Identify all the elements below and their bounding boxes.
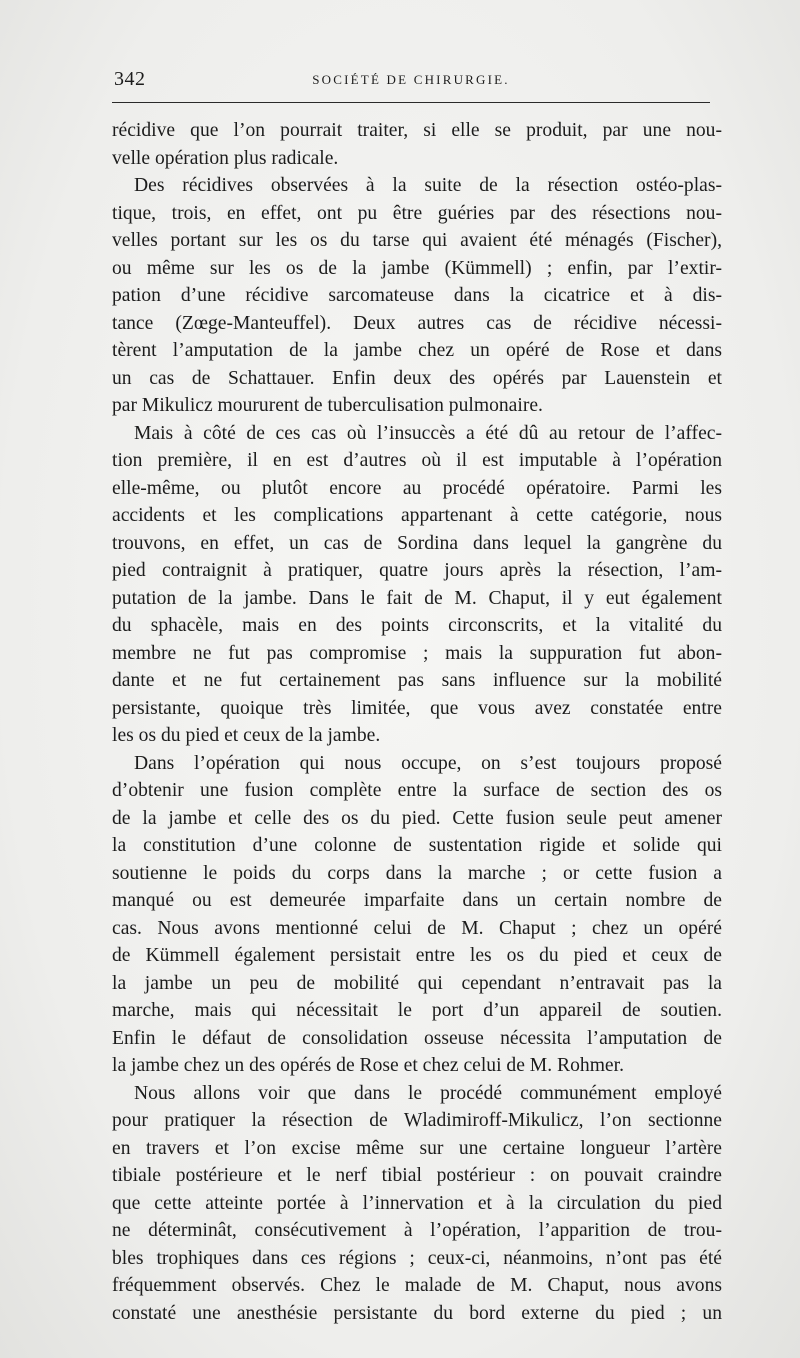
text-line: d’obtenir une fusion complète entre la surface de section des os <box>112 780 722 801</box>
text-line: la constitution d’une colonne de sustentation rigide et solide qui <box>112 835 722 856</box>
text-line: Enfin le défaut de consolidation osseuse nécessita l’amputation de <box>112 1027 722 1049</box>
text-line: velles portant sur les os du tarse qui avaient été ménagés (Fischer), <box>112 230 722 251</box>
text-line: dante et ne fut certainement pas sans influence sur la mobilité <box>112 670 722 691</box>
text-line: putation de la jambe. Dans le fait de M. Chaput, il y eut également <box>112 587 722 609</box>
text-line: tique, trois, en effet, ont pu être guéries par des résections nou- <box>112 202 722 224</box>
text-line: la jambe un peu de mobilité qui cependant n’entravait pas la <box>112 972 722 994</box>
text-line: bles trophiques dans ces régions ; ceux-ci, néanmoins, n’ont pas été <box>112 1247 722 1269</box>
text-line: de la jambe et celle des os du pied. Cette fusion seule peut amener <box>112 807 722 829</box>
text-line: du sphacèle, mais en des points circonscrits, et la vitalité du <box>112 615 722 636</box>
header-rule <box>112 102 710 103</box>
text-line: accidents et les complications appartenant à cette catégorie, nous <box>112 505 722 526</box>
text-line: un cas de Schattauer. Enfin deux des opérés par Lauenstein et <box>112 367 722 389</box>
text-line: pation d’une récidive sarcomateuse dans la cicatrice et à dis- <box>112 285 722 306</box>
text-line: Dans l’opération qui nous occupe, on s’est toujours proposé <box>134 752 722 774</box>
text-line: velle opération plus radicale. <box>112 147 339 169</box>
page-number: 342 <box>114 68 146 90</box>
text-line: constaté une anesthésie persistante du bord externe du pied ; un <box>112 1302 722 1324</box>
running-head: SOCIÉTÉ DE CHIRURGIE. <box>312 72 510 87</box>
text-line: tion première, il en est d’autres où il est imputable à l’opération <box>112 450 722 471</box>
text-line: tèrent l’amputation de la jambe chez un opéré de Rose et dans <box>112 340 722 361</box>
text-line: que cette atteinte portée à l’innervation et à la circulation du pied <box>112 1192 722 1214</box>
text-line: de Kümmell également persistait entre les os du pied et ceux de <box>112 945 722 966</box>
text-line: elle-même, ou plutôt encore au procédé opératoire. Parmi les <box>112 477 722 499</box>
text-line: ne déterminât, consécutivement à l’opération, l’apparition de trou- <box>112 1220 722 1241</box>
text-line: en travers et l’on excise même sur une certaine longueur l’artère <box>112 1137 722 1159</box>
text-line: les os du pied et ceux de la jambe. <box>112 725 381 746</box>
text-line: la jambe chez un des opérés de Rose et chez celui de M. Rohmer. <box>112 1055 624 1076</box>
text-line: par Mikulicz moururent de tuberculisation pulmonaire. <box>112 395 543 416</box>
text-line: tibiale postérieure et le nerf tibial postérieur : on pouvait craindre <box>112 1165 722 1186</box>
text-line: tance (Zœge-Manteuffel). Deux autres cas de récidive nécessi- <box>112 312 722 334</box>
page-header <box>112 68 710 98</box>
text-line: pour pratiquer la résection de Wladimiroff-Mikulicz, l’on sectionne <box>112 1110 722 1131</box>
text-line: pied contraignit à pratiquer, quatre jours après la résection, l’am- <box>112 560 722 581</box>
text-line: Mais à côté de ces cas où l’insuccès a été dû au retour de l’affec- <box>134 422 722 444</box>
text-line: soutienne le poids du corps dans la marche ; or cette fusion a <box>112 862 722 884</box>
body-text <box>112 117 722 1327</box>
text-line: Des récidives observées à la suite de la résection ostéo-plas- <box>134 175 722 196</box>
text-line: trouvons, en effet, un cas de Sordina dans lequel la gangrène du <box>112 532 722 554</box>
text-line: cas. Nous avons mentionné celui de M. Chaput ; chez un opéré <box>112 917 722 939</box>
text-line: marche, mais qui nécessitait le port d’un appareil de soutien. <box>112 1000 722 1021</box>
text-line: ou même sur les os de la jambe (Kümmell) ; enfin, par l’extir- <box>112 257 722 279</box>
text-line: récidive que l’on pourrait traiter, si elle se produit, par une nou- <box>112 120 722 141</box>
text-line: fréquemment observés. Chez le malade de M. Chaput, nous avons <box>112 1275 722 1296</box>
text-line: persistante, quoique très limitée, que vous avez constatée entre <box>112 697 722 719</box>
text-line: manqué ou est demeurée imparfaite dans un certain nombre de <box>112 890 722 911</box>
text-line: membre ne fut pas compromise ; mais la suppuration fut abon- <box>112 642 722 664</box>
text-line: Nous allons voir que dans le procédé communément employé <box>134 1082 722 1104</box>
